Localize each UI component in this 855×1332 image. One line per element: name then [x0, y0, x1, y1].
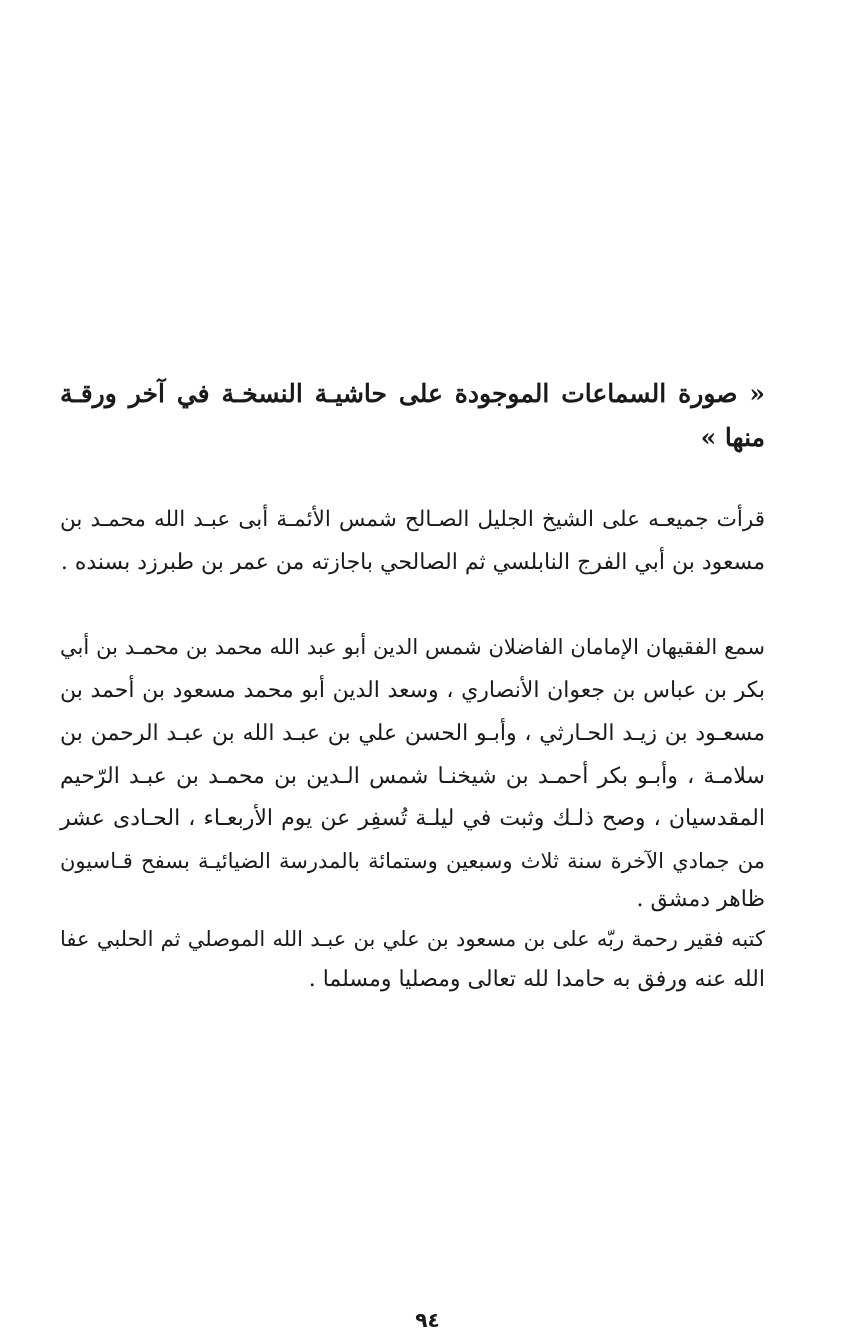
paragraph1-line-2: مسعود بن أبي الفرج النابلسي ثم الصالحي باجازته من عمر بن طبرزد بسنده . [60, 550, 765, 575]
paragraph3-line-1: كتبه فقير رحمة ربّه على بن مسعود بن علي بن عبـد الله الموصلي ثم الحلبي عفا [60, 927, 765, 951]
page-number: ٩٤ [415, 1308, 440, 1332]
heading-line-1: « صورة السماعات الموجودة على حاشيـة النسخـة في آخر ورقـة [60, 379, 765, 408]
paragraph2-line-4: سلامـة ، وأبـو بكر أحمـد بن شيخنـا شمس الـدين بن محمـد بن عبـد الرّحيم [60, 764, 765, 789]
paragraph2-line-7: ظاهر دمشق . [636, 887, 765, 912]
paragraph2-line-1: سمع الفقيهان الإمامان الفاضلان شمس الدين أبو عبد الله محمد بن محمـد بن أبي [60, 635, 765, 659]
paragraph3-line-2: الله عنه ورفق به حامدا لله تعالى ومصليا ومسلما . [308, 967, 765, 992]
document-page [60, 0, 765, 1332]
paragraph2-line-6: من جمادي الآخرة سنة ثلاث وسبعين وستمائة بالمدرسة الضيائيـة بسفح قـاسيون [60, 849, 765, 873]
paragraph2-line-3: مسعـود بن زيـد الحـارثي ، وأبـو الحسن علي بن عبـد الله بن عبـد الرحمن بن [60, 721, 765, 746]
heading-line-2: منها » [700, 423, 765, 452]
paragraph2-line-5: المقدسيان ، وصح ذلـك وثبت في ليلـة تُسفِر عن يوم الأربعـاء ، الحـادى عشر [60, 806, 765, 831]
paragraph2-line-2: بكر بن عباس بن جعوان الأنصاري ، وسعد الدين أبو محمد مسعود بن أحمد بن [60, 678, 765, 703]
paragraph1-line-1: قرأت جميعـه على الشيخ الجليل الصـالح شمس الأئمـة أبى عبـد الله محمـد بن [60, 507, 765, 532]
